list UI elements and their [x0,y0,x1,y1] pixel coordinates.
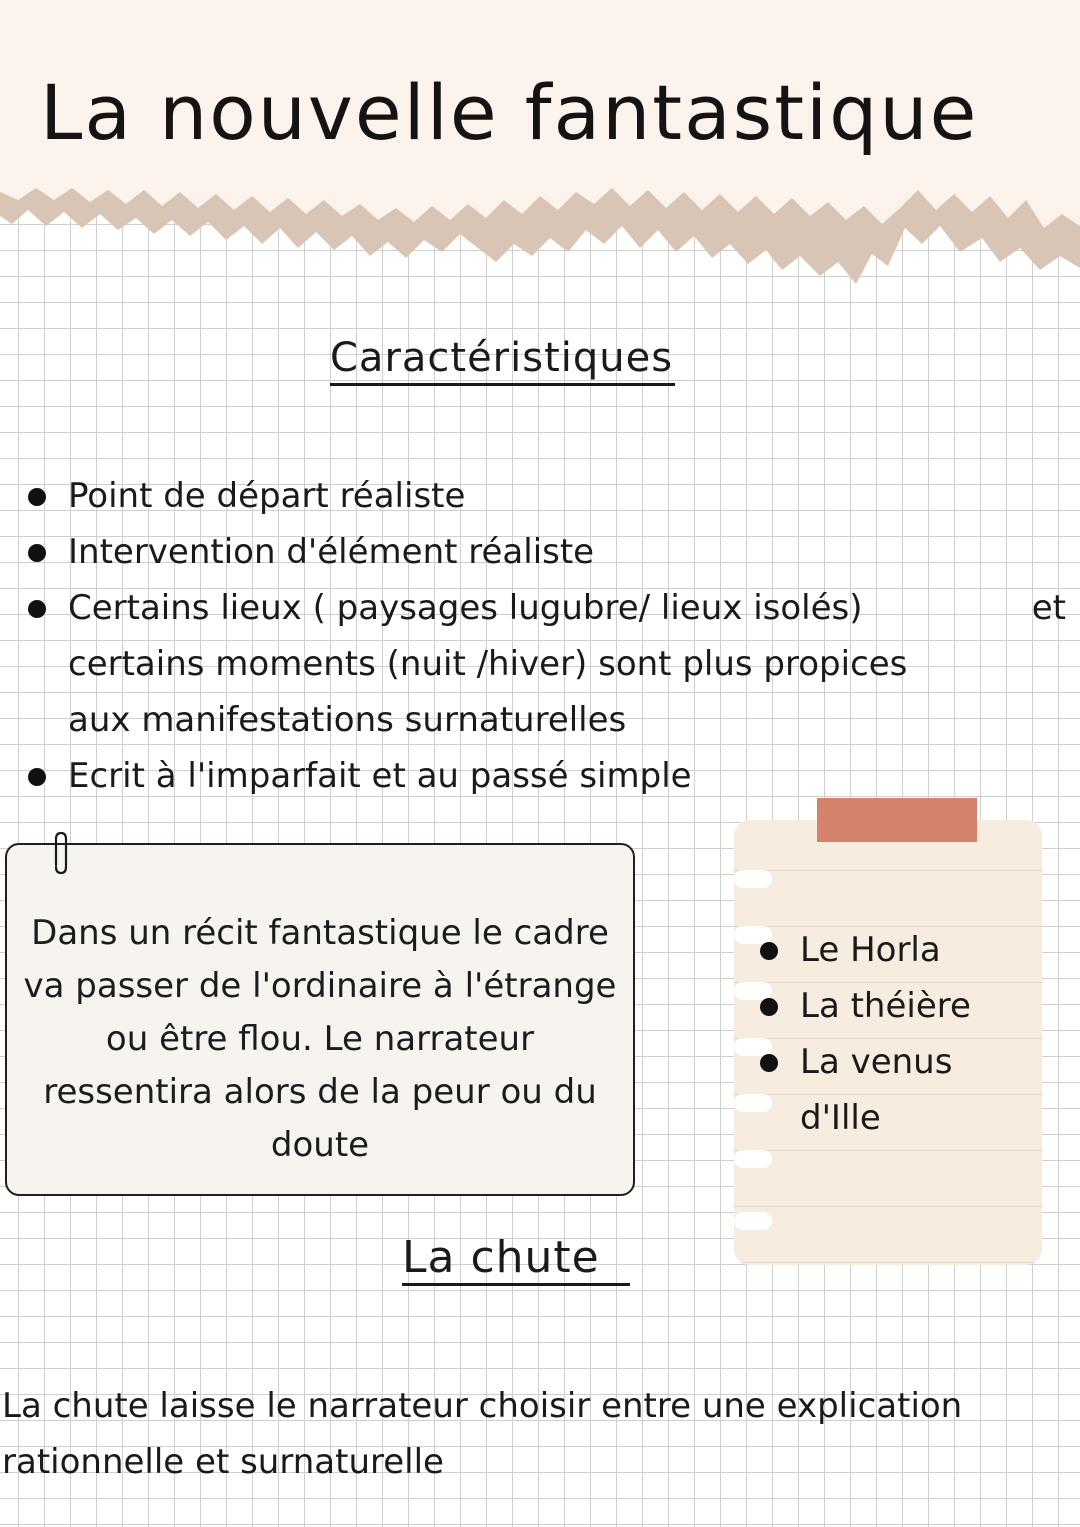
examples-card [734,820,1042,1265]
bullet-icon [28,768,46,786]
list-item [754,922,1000,978]
list-item-text: La venus d'Ille [800,1042,953,1138]
chute-paragraph: La chute laisse le narrateur choisir entre une explication rationnelle et surnaturelle [2,1386,963,1482]
list-item [22,524,1072,580]
bullet-icon [28,488,46,506]
bullet-icon [760,1054,778,1072]
paperclip-icon [51,831,71,875]
list-item [754,1034,1000,1146]
list-item-text: Point de départ réaliste [68,476,466,516]
list-item [22,580,1072,748]
bullet-icon [760,942,778,960]
bullet-icon [28,600,46,618]
list-item-text: Certains lieux ( paysages lugubre/ lieux isolés) [68,588,863,628]
list-item [22,748,1072,804]
section-title-la-chute: La chute [402,1232,630,1286]
list-item [22,468,1072,524]
page-title: La nouvelle fantastique [40,68,979,157]
list-item-text: La théière [800,986,971,1026]
info-box [5,843,635,1196]
list-item-text: Ecrit à l'imparfait et au passé simple [68,756,692,796]
tape-strip [817,798,977,842]
list-item [754,978,1000,1034]
list-item-text: Intervention d'élément réaliste [68,532,595,572]
list-item-continuation: certains moments (nuit /hiver) sont plus propices aux manifestations surnaturelles [68,644,908,740]
punch-hole [734,870,772,888]
examples-list [754,922,1000,1146]
header-band [0,0,1080,300]
bullet-icon [28,544,46,562]
characteristics-list [22,468,1072,804]
list-item-trailing-word: et [1031,588,1066,628]
info-box-text: Dans un récit fantastique le cadre va passer de l'ordinaire à l'étrange ou être flou. Le narrateur ressentira alors de la peur ou du doute [23,913,617,1165]
punch-hole [734,1150,772,1168]
section-title-caracteristiques: Caractéristiques [330,335,675,386]
list-item-text: Le Horla [800,930,941,970]
punch-hole [734,1212,772,1230]
bullet-icon [760,998,778,1016]
